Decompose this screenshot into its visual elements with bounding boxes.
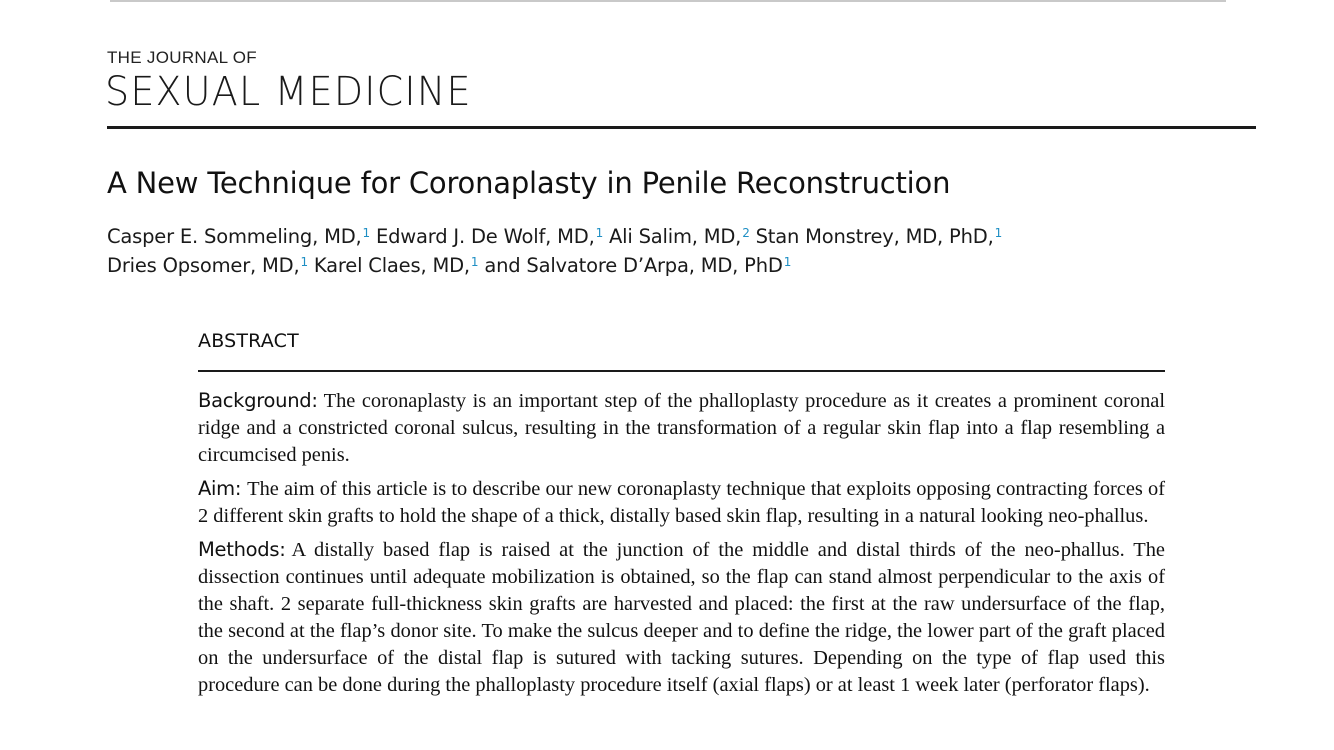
abstract-background [198,387,1165,469]
section-text: The aim of this article is to describe our new coronaplasty technique that exploits opposing contracting forces of 2 different skin grafts to hold the shape of a thick, distally based skin flap, resulting in a natural looking neo-phallus. [198,478,1165,527]
author-name: Edward J. De Wolf, MD, [375,225,595,248]
author-name: Karel Claes, MD, [313,254,470,277]
author-name: and Salvatore D’Arpa, MD, PhD [484,254,783,277]
author-name: Ali Salim, MD, [609,225,742,248]
author-name: Casper E. Sommeling, MD, [107,225,362,248]
affiliation-link[interactable]: 1 [595,226,604,240]
abstract-divider [198,370,1165,372]
abstract-heading: ABSTRACT [198,330,299,352]
author-line-2 [107,251,1107,280]
affiliation-link[interactable]: 1 [470,255,479,269]
top-divider [110,0,1226,2]
affiliation-link[interactable]: 2 [742,226,750,240]
section-label: Background: [198,389,318,412]
abstract-methods [198,536,1165,699]
abstract-body [198,387,1165,705]
author-list [107,222,1107,280]
section-text: A distally based flap is raised at the junction of the middle and distal thirds of the neo-phallus. The dissection continues until adequate mobilization is obtained, so the flap can stand almost perpendicular to the axis of the shaft. 2 separate full-thickness skin grafts are harvested and placed: the first at the raw undersurface of the flap, the second at the flap’s donor site. To make the sulcus deeper and to define the ridge, the lower part of the graft placed on the undersurface of the distal flap is sutured with tacking sutures. Depending on the type of flap used this procedure can be done during the phalloplasty procedure itself (axial flaps) or at least 1 week later (perforator flaps). [198,539,1165,696]
masthead-divider [107,126,1256,129]
affiliation-link[interactable]: 1 [362,226,370,240]
abstract-aim [198,475,1165,530]
journal-kicker: THE JOURNAL OF [107,48,257,67]
affiliation-link[interactable]: 1 [994,226,1003,240]
affiliation-link[interactable]: 1 [300,255,308,269]
section-text: The coronaplasty is an important step of the phalloplasty procedure as it creates a prominent coronal ridge and a constricted coronal sulcus, resulting in the transformation of a regular skin flap into a flap resembling a circumcised penis. [198,390,1165,466]
section-label: Aim: [198,477,242,500]
author-name: Stan Monstrey, MD, PhD, [755,225,994,248]
author-line-1 [107,222,1107,251]
journal-name: SEXUAL MEDICINE [105,68,472,115]
article-title: A New Technique for Coronaplasty in Penile Reconstruction [107,166,951,200]
affiliation-link[interactable]: 1 [783,255,792,269]
author-name: Dries Opsomer, MD, [107,254,300,277]
section-label: Methods: [198,538,286,561]
